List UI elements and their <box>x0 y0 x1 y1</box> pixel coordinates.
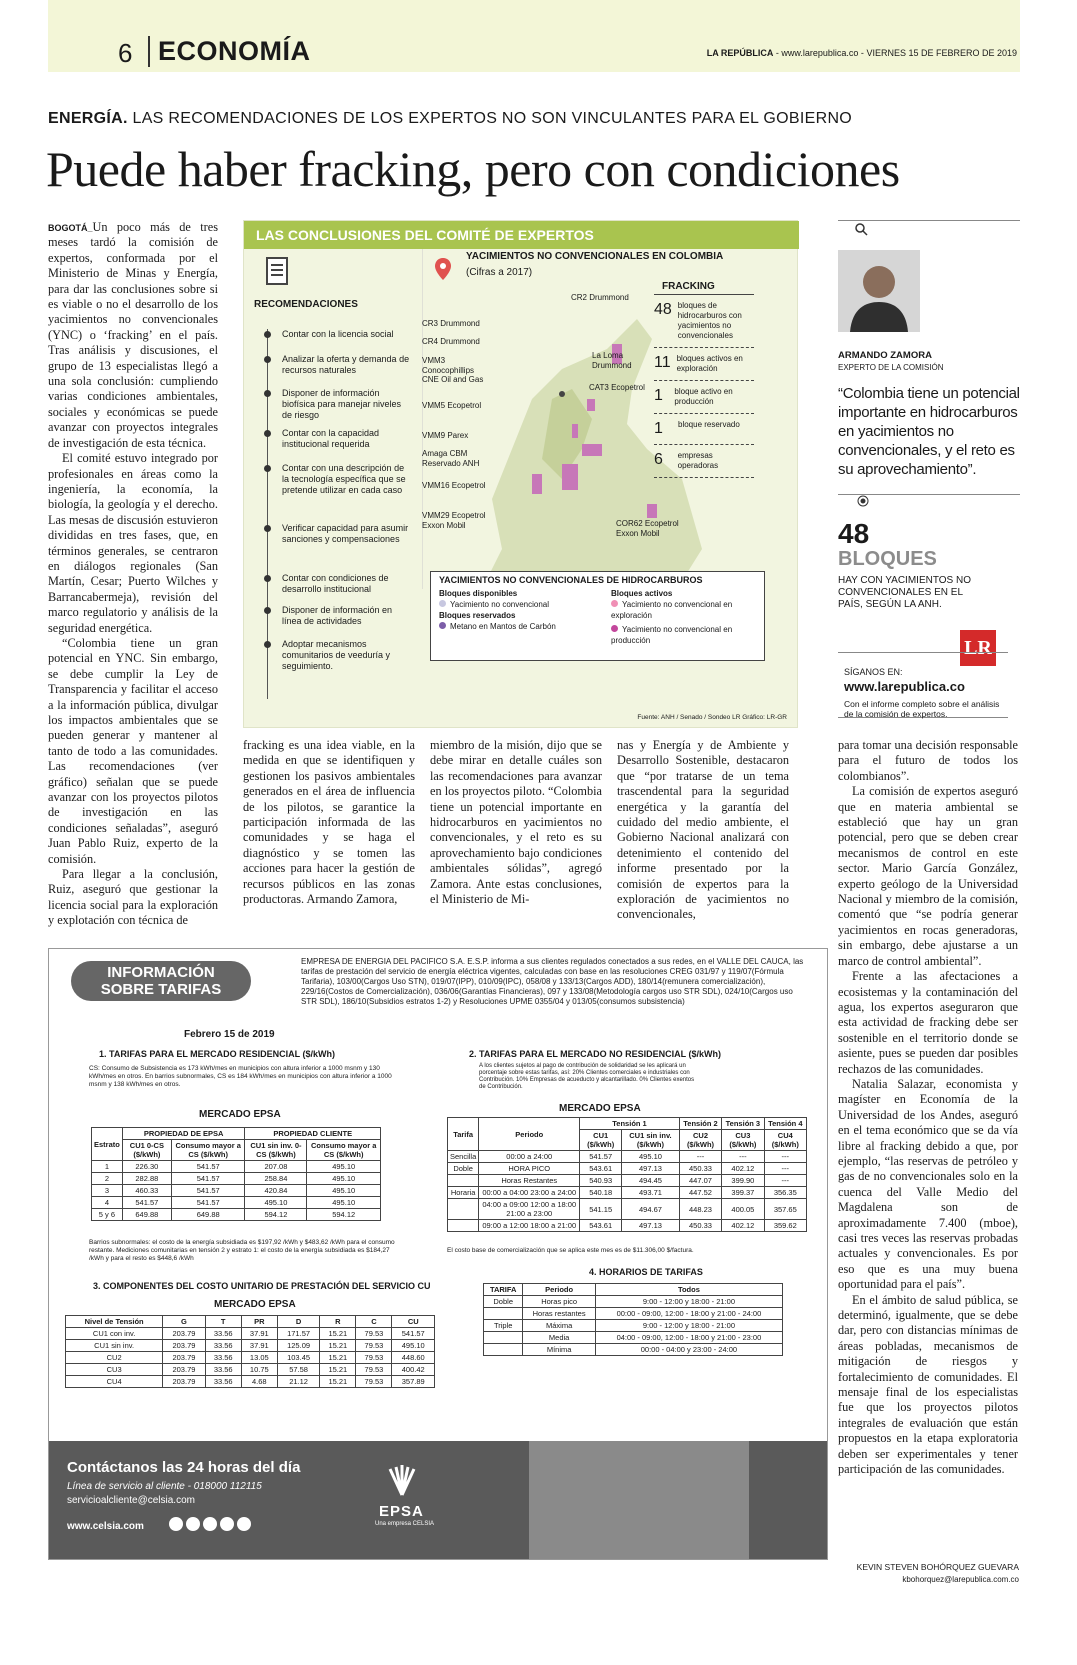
table-cell: 543.61 <box>580 1163 622 1175</box>
article-column-4: nas y Energía y de Ambiente y Desarrollo Sostenible, destacaron que “por tratarse de un tema trascendental para la seguridad energética y la garantía del cuidado del medio ambiente, el Gobierno Nacional analizará con detenimiento el contenido del informe presentado por la comisión de expertos para la exploración de yacimientos no convencionales, <box>617 738 789 922</box>
search-rule <box>838 220 1020 236</box>
table-header: Nivel de Tensión <box>66 1316 163 1328</box>
table-cell: Doble <box>484 1296 523 1308</box>
timeline-dot <box>264 356 271 363</box>
table1-market: MERCADO EPSA <box>199 1109 281 1120</box>
table-cell: Mínima <box>523 1344 595 1356</box>
map-legend <box>430 571 765 661</box>
contact-banner <box>49 1441 827 1559</box>
fracking-text: bloques activos en exploración <box>676 354 743 373</box>
recommendation-item: Contar con condiciones de desarrollo institucional <box>282 573 389 594</box>
contact-phone[interactable]: Línea de servicio al cliente - 018000 112115 <box>67 1481 262 1492</box>
table-cell: --- <box>679 1151 721 1163</box>
table3-title: 3. COMPONENTES DEL COSTO UNITARIO DE PRESTACIÓN DEL SERVICIO CU <box>93 1281 431 1291</box>
table-cell: 447.52 <box>679 1187 721 1199</box>
tariff-advertisement <box>48 948 828 1560</box>
timeline-dot <box>264 641 271 648</box>
table-cell: 4.68 <box>241 1376 277 1388</box>
map-label: VMM29 Ecopetrol Exxon Mobil <box>422 511 486 530</box>
fracking-number: 1 <box>654 387 663 404</box>
stat-word: BLOQUES <box>838 548 937 570</box>
table-header: C <box>356 1316 392 1328</box>
table-cell: 79.53 <box>356 1328 392 1340</box>
table-header: D <box>277 1316 319 1328</box>
table-cell: 493.71 <box>622 1187 680 1199</box>
table-cell: 420.84 <box>245 1185 307 1197</box>
timeline-dot <box>264 331 271 338</box>
table-header: G <box>163 1316 205 1328</box>
table-cell <box>448 1175 479 1187</box>
table-row <box>66 1340 435 1352</box>
table-cell: 103.45 <box>277 1352 319 1364</box>
stat-text: HAY CON YACIMIENTOS NO CONVENCIONALES EN EL PAÍS, SEGÚN LA ANH. <box>838 575 971 610</box>
legend-item: Metano en Mantos de Carbón <box>439 621 599 632</box>
table-row <box>484 1344 783 1356</box>
table-cell: 448.60 <box>392 1352 435 1364</box>
table-cell: 497.13 <box>622 1163 680 1175</box>
table-header: Periodo <box>523 1284 595 1296</box>
table-row <box>484 1320 783 1332</box>
recommendation-item: Contar con una descripción de la tecnología específica que se pretende utilizar en cada caso <box>282 463 406 495</box>
linkedin-icon[interactable] <box>220 1517 234 1531</box>
search-icon[interactable] <box>852 221 872 237</box>
article-kicker <box>48 110 852 128</box>
map-label: VMM3 Conocophillips CNE Oil and Gas <box>422 356 484 384</box>
table-cell: 495.10 <box>307 1197 381 1209</box>
table-cell: 00:00 a 24:00 <box>479 1151 580 1163</box>
fracking-number: 11 <box>654 354 671 371</box>
legend-item: Yacimiento no convencional en producción <box>611 625 733 645</box>
timeline-dot <box>264 575 271 582</box>
table-cell: 3 <box>92 1185 123 1197</box>
table-row <box>66 1352 435 1364</box>
dateline: BOGOTÁ_ <box>48 223 93 233</box>
table-cell: 79.53 <box>356 1340 392 1352</box>
table2-market: MERCADO EPSA <box>559 1103 641 1114</box>
paragraph: Un poco más de tres meses tardó la comisión de expertos, conformada por el Ministerio de Minas y Energía, para dar las conclusiones sobre si es viable o no el desarrollo de los yacimientos no convencionales (YNC) o ‘fracking’ en el país. Tras análisis y discusiones, el grupo de 13 especialistas llegó a una sola conclusión: cumpliendo varias condiciones ambientales, sociales y económicas se puede avanzar con proyectos integrales de investigación de esta técnica. <box>48 220 218 450</box>
follow-label: SÍGANOS EN: <box>844 667 903 677</box>
table-cell: 226.30 <box>122 1161 171 1173</box>
table-cell: 400.05 <box>722 1199 764 1220</box>
table-cell: 649.88 <box>122 1209 171 1221</box>
portrait-image <box>838 250 920 332</box>
table-row <box>92 1209 381 1221</box>
timeline-dot <box>264 390 271 397</box>
epsa-logo-icon <box>384 1463 420 1497</box>
table-row <box>66 1376 435 1388</box>
article-column-1 <box>48 220 218 929</box>
table-cell: 594.12 <box>245 1209 307 1221</box>
table-header: TARIFA <box>484 1284 523 1296</box>
article-column-3: miembro de la misión, dijo que se debe mirar en detalle cuáles son las recomendaciones para avanzar en los proyectos piloto. “Colombia tiene un potencial importante en hidrocarburos en yacimientos no convencionales, y el reto es su aprovechamiento bajo condiciones ambientales sólidas”, agregó Zamora. Ante estas conclusiones, el Ministerio de Mi- <box>430 738 602 907</box>
infographic-title: LAS CONCLUSIONES DEL COMITÉ DE EXPERTOS <box>244 221 799 249</box>
table-header: CU <box>392 1316 435 1328</box>
family-photo <box>529 1441 749 1559</box>
fracking-title: FRACKING <box>654 279 754 295</box>
table-cell: 399.37 <box>722 1187 764 1199</box>
paragraph: Para llegar a la conclusión, Ruiz, aseguró que gestionar la licencia social para la exploración y explotación con técnica de <box>48 867 218 928</box>
table-header: Todos <box>595 1284 782 1296</box>
social-icons <box>169 1517 251 1536</box>
table-cell: 495.10 <box>307 1161 381 1173</box>
table-cell: 10.75 <box>241 1364 277 1376</box>
table-cell: Horas Restantes <box>479 1175 580 1187</box>
quote-rule <box>838 494 1020 506</box>
recommendation-item: Verificar capacidad para asumir sanciones y compensaciones <box>282 523 409 544</box>
table-row <box>448 1151 807 1163</box>
brand-name: EPSA <box>379 1503 424 1520</box>
fracking-item <box>654 414 754 445</box>
table-cell: 357.89 <box>392 1376 435 1388</box>
table2-footnote: El costo base de comercialización que se aplica este mes es de $11.306,00 $/factura. <box>447 1247 694 1254</box>
brand-sub: Una empresa CELSIA <box>375 1521 435 1527</box>
table-cell: 15.21 <box>320 1340 356 1352</box>
table-cell: 402.12 <box>722 1220 764 1232</box>
twitter-icon[interactable] <box>203 1517 217 1531</box>
infographic <box>243 220 798 728</box>
recommendation-item: Contar con la capacidad institucional requerida <box>282 428 380 449</box>
table-cell: 13.05 <box>241 1352 277 1364</box>
contact-email[interactable]: servicioalcliente@celsia.com <box>67 1495 195 1506</box>
table-cell <box>448 1199 479 1220</box>
table-cell <box>484 1332 523 1344</box>
recommendation-item: Contar con la licencia social <box>282 329 394 339</box>
table-cell: 495.10 <box>622 1151 680 1163</box>
table-row <box>92 1173 381 1185</box>
table-row <box>92 1161 381 1173</box>
table-cell: 125.09 <box>277 1340 319 1352</box>
table-cell: 33.56 <box>205 1328 241 1340</box>
table-cell: 258.84 <box>245 1173 307 1185</box>
legend-reserved: Bloques reservados <box>439 611 516 620</box>
article-headline: Puede haber fracking, pero con condiciones <box>46 141 900 197</box>
table-header: R <box>320 1316 356 1328</box>
fracking-item <box>654 445 754 478</box>
table-cell: 357.65 <box>764 1199 806 1220</box>
table-cell: 495.10 <box>245 1197 307 1209</box>
table-cell <box>484 1344 523 1356</box>
byline-email[interactable]: kbohorquez@larepublica.com.co <box>902 1575 1019 1584</box>
table-cell: 21.12 <box>277 1376 319 1388</box>
table-cell: 497.13 <box>622 1220 680 1232</box>
table-cell: 4 <box>92 1197 123 1209</box>
table-cell: 04:00 a 09:00 12:00 a 18:00 21:00 a 23:00 <box>479 1199 580 1220</box>
table-row <box>92 1197 381 1209</box>
recommendations-title: RECOMENDACIONES <box>254 299 358 310</box>
legend-active: Bloques activos <box>611 589 673 598</box>
table-row <box>484 1332 783 1344</box>
table-cell: 15.21 <box>320 1328 356 1340</box>
table-cell: 203.79 <box>163 1364 205 1376</box>
map-label: CR4 Drummond <box>422 337 480 346</box>
nonresidential-table: Tarifa Periodo Tensión 1 Tensión 2 Tensión 3 Tensión 4 CU1 ($/kWh) CU1 sin inv. ($/kWh) CU2 ($/kWh) CU3 ($/kWh) CU4 ($/kWh) Sencilla 00:00 a 24:00 541.57 495.10 --- --- --- Doble HORA PICO 543.61 497.13 450.33 402.12 --- Horas Restantes 540.93 494.45 447.07 399.90 --- Horaria 00:00 a 04:00 23:00 a 24:00 540.18 493.71 447.52 399.37 356.35 04:00 a 09:00 12:00 a 18:00 21:00 a 23:00 541.15 494.67 448.23 400.05 357.65 09:00 a 12:00 18:00 a 21:00 543.61 497.13 450.33 402.12 359.62 <box>447 1117 807 1232</box>
table-cell: 57.58 <box>277 1364 319 1376</box>
table-cell: 359.62 <box>764 1220 806 1232</box>
table-cell: Máxima <box>523 1320 595 1332</box>
table-cell: 33.56 <box>205 1364 241 1376</box>
table-cell: 33.56 <box>205 1376 241 1388</box>
paragraph: El comité estuvo integrado por profesionales en áreas como la ingeniería, la economía, la biología, la geología y el derecho. Las mesas de discusión estuvieron divididas en tres fases, que, en términos generales, se centraron en diálogos regionales (San Martín, Cesar; Puerto Wilches y Barrancabermeja), revisión del marco regulatorio y análisis de la seguridad energética. <box>48 451 218 635</box>
follow-box <box>838 652 1008 718</box>
table-cell: 171.57 <box>277 1328 319 1340</box>
table-cell: 15.21 <box>320 1352 356 1364</box>
ad-date: Febrero 15 de 2019 <box>184 1029 275 1040</box>
table-cell: CU3 <box>66 1364 163 1376</box>
publication-date: VIERNES 15 DE FEBRERO DE 2019 <box>866 48 1017 58</box>
table-cell: 203.79 <box>163 1376 205 1388</box>
publication-website[interactable]: - www.larepublica.co - <box>773 48 867 58</box>
table-cell: 448.23 <box>679 1199 721 1220</box>
table-cell <box>448 1220 479 1232</box>
timeline-dot <box>264 525 271 532</box>
paragraph: para tomar una decisión responsable para el futuro de todos los colombianos”. <box>838 738 1018 783</box>
paragraph: En el ámbito de salud pública, se determinó, igualmente, que se debe dar, pero con distancias mínimas de áreas pobladas, mecanismos de mitigación de riesgos y fortalecimiento de comunidades. El mensaje final de los especialistas fue que los proyectos pilotos integrales de evaluación que están propuestos en la etapa exploratoria deben ser experimentales y tener participación de las comunidades. <box>838 1292 1018 1477</box>
table-cell: 494.45 <box>622 1175 680 1187</box>
table-cell: 450.33 <box>679 1163 721 1175</box>
table-cell: 2 <box>92 1173 123 1185</box>
target-icon <box>856 494 870 508</box>
residential-table: Estrato PROPIEDAD DE EPSA PROPIEDAD CLIENTE CU1 0-CS ($/kWh) Consumo mayor a CS ($/kWh) CU1 sin inv. 0-CS ($/kWh) Consumo mayor a CS ($/kWh) 1 226.30 541.57 207.08 495.10 2 282.88 541.57 258.84 495.10 3 460.33 541.57 420.84 495.10 4 541.57 541.57 495.10 495.10 5 y 6 649.88 649.88 594.12 594.12 <box>91 1127 381 1221</box>
masthead <box>707 48 1017 58</box>
recommendation-item: Disponer de información biofísica para manejar niveles de riesgo <box>282 388 402 420</box>
map-subtitle: (Cifras a 2017) <box>466 267 533 278</box>
table-header: PR <box>241 1316 277 1328</box>
table-cell: 79.53 <box>356 1352 392 1364</box>
publication-name: LA REPÚBLICA <box>706 48 774 58</box>
table-cell: 543.61 <box>580 1220 622 1232</box>
table-cell: --- <box>764 1163 806 1175</box>
table-cell: 33.56 <box>205 1340 241 1352</box>
map-label: CR2 Drummond <box>571 293 629 302</box>
fracking-text: empresas operadoras <box>677 451 719 470</box>
table4-title: 4. HORARIOS DE TARIFAS <box>589 1267 703 1277</box>
kicker-text: LAS RECOMENDACIONES DE LOS EXPERTOS NO SON VINCULANTES PARA EL GOBIERNO <box>127 110 853 127</box>
table-cell: 33.56 <box>205 1352 241 1364</box>
paragraph: “Colombia tiene un gran potencial en YNC. Sin embargo, se debe cumplir la Ley de Transparencia y facilitar el acceso a la información pública, divulgar los impactos ambientales que se pueden generar y mantener al tanto de todo a las comunidades. Las recomendaciones (ver gráfico) señalan que se puede avanzar con los proyectos pilotos de investigación en las condiciones señaladas”, aseguró Juan Pablo Ruiz, experto de la comisión. <box>48 635 218 866</box>
table-cell: 541.57 <box>171 1173 245 1185</box>
table-cell: 494.67 <box>622 1199 680 1220</box>
legend-item: Yacimiento no convencional <box>439 599 599 610</box>
cost-components-table <box>65 1315 435 1388</box>
recommendation-item: Disponer de información en línea de actividades <box>282 605 393 626</box>
stat-number: 48 <box>838 518 870 549</box>
map-label: COR62 Ecopetrol Exxon Mobil <box>616 519 679 538</box>
table-row <box>448 1187 807 1199</box>
table-cell: 356.35 <box>764 1187 806 1199</box>
table-cell: Horas restantes <box>523 1308 595 1320</box>
contact-title: Contáctanos las 24 horas del día <box>67 1459 301 1476</box>
table1-title: 1. TARIFAS PARA EL MERCADO RESIDENCIAL ($/kWh) <box>99 1049 336 1059</box>
avatar <box>838 250 920 332</box>
table-cell: --- <box>764 1175 806 1187</box>
table-cell: HORA PICO <box>479 1163 580 1175</box>
fracking-text: bloque reservado <box>678 420 740 429</box>
table-cell: --- <box>764 1151 806 1163</box>
contact-website[interactable]: www.celsia.com <box>67 1521 144 1532</box>
table-cell: 15.21 <box>320 1364 356 1376</box>
fracking-text: bloque activo en producción <box>674 387 733 406</box>
table1-note: CS: Consumo de Subsistencia es 173 kWh/mes en municipios con altura inferior a 1000 msnm y 130 kWh/mes en otros. En barrios subnormales, CS es 184 kWh/mes en municipios con altura inferior a 1000 msnm y 138 kWh/mes en otros. <box>89 1065 392 1088</box>
table-cell: 400.42 <box>392 1364 435 1376</box>
paragraph: Frente a las afectaciones a ecosistemas y la contaminación del agua, los expertos aseguraron que esta actividad de fracking debe ser sostenible en el territorio donde se asiente, pues se pueden dar posibles rechazos de las comunidades. <box>838 969 1018 1076</box>
table-cell <box>484 1308 523 1320</box>
timeline-dot <box>264 607 271 614</box>
table-cell: 402.12 <box>722 1163 764 1175</box>
table-cell: 541.57 <box>171 1161 245 1173</box>
paragraph: Natalia Salazar, economista y magíster en Economía de la Universidad de los Andes, aseguró en el tema económico que se da vía libre al fracking debido a que, por ejemplo, “las reservas de petróleo y gas de no convencionales solo en la cuenca del Valle Medio del Magdalena son de aproximadamente 7.400 (mboe), casi tres veces las reservas probadas actuales y convencionales. Es por eso que es una muy buena oportunidad para el país”. <box>838 1076 1018 1292</box>
table-cell: Sencilla <box>448 1151 479 1163</box>
map-label: Amaga CBM Reservado ANH <box>422 449 480 468</box>
table3-market: MERCADO EPSA <box>214 1299 296 1310</box>
legend-item: Yacimiento no convencional en exploración <box>611 600 733 620</box>
table-cell: CU2 <box>66 1352 163 1364</box>
map-label: La Loma Drummond <box>592 351 632 370</box>
table-cell: 541.57 <box>580 1151 622 1163</box>
table-cell: 00:00 - 04:00 y 23:00 - 24:00 <box>595 1344 782 1356</box>
table-cell: 207.08 <box>245 1161 307 1173</box>
table-cell: Horaria <box>448 1187 479 1199</box>
table-cell: 541.57 <box>171 1197 245 1209</box>
fracking-item <box>654 295 754 348</box>
table-cell: CU1 sin inv. <box>66 1340 163 1352</box>
map-label: VMM16 Ecopetrol <box>422 481 486 490</box>
table-cell: 04:00 - 09:00, 12:00 - 18:00 y 21:00 - 23:00 <box>595 1332 782 1344</box>
map-title: YACIMIENTOS NO CONVENCIONALES EN COLOMBIA <box>466 251 724 262</box>
table-cell: 09:00 a 12:00 18:00 a 21:00 <box>479 1220 580 1232</box>
map-label: CR3 Drummond <box>422 319 480 328</box>
article-column-5 <box>838 738 1018 1478</box>
table-cell: 282.88 <box>122 1173 171 1185</box>
article-column-2: fracking es una idea viable, en la medida en que se identifiquen y gestionen los pasivos ambientales generados en el área de influencia de los pilotos, se garantice la participación informada de las comunidades y se haga el diagnóstico y se tomen las acciones para hacer la gestión de recursos públicos en las zonas productoras. Armando Zamora, <box>243 738 415 907</box>
byline: KEVIN STEVEN BOHÓRQUEZ GUEVARA <box>856 1562 1019 1572</box>
table-cell: --- <box>722 1151 764 1163</box>
map-label: VMM9 Parex <box>422 431 469 440</box>
tariff-schedule-table <box>483 1283 783 1356</box>
table-cell: 649.88 <box>171 1209 245 1221</box>
fracking-text: bloques de hidrocarburos con yacimientos no convencionales <box>677 301 742 340</box>
table-row <box>448 1220 807 1232</box>
timeline-dot <box>264 465 271 472</box>
table-cell: 203.79 <box>163 1340 205 1352</box>
table2-note: A los clientes sujetos al pago de contribución de solidaridad se les aplicará un porcentaje sobre estas tarifas, así: 20% Clientes comerciales e industriales con Contribución. 10% Empresas de acueducto y alcantarillado. 0% Clientes exentos de Contribución. <box>479 1063 695 1090</box>
fracking-item <box>654 381 754 414</box>
kicker-topic: ENERGÍA. <box>48 110 128 127</box>
table-cell: 541.57 <box>392 1328 435 1340</box>
table1-footnote: Barrios subnormales: el costo de la energía subsidiada es $197,92 /kWh y $483,62 /kWh para el consumo restante. Mediciones comunitarias en tensión 2 y estrato 1: el costo de la energía subsidiada es $184,27 /kWh y para el resto es $448,6 /kWh <box>89 1239 395 1262</box>
table-cell: 5 y 6 <box>92 1209 123 1221</box>
table-cell: 79.53 <box>356 1364 392 1376</box>
table-cell: 541.57 <box>122 1197 171 1209</box>
table-cell: 594.12 <box>307 1209 381 1221</box>
map-label: CAT3 Ecopetrol <box>589 383 645 392</box>
table-cell: 203.79 <box>163 1328 205 1340</box>
table-cell: Triple <box>484 1320 523 1332</box>
table-row <box>484 1308 783 1320</box>
table-cell: Doble <box>448 1163 479 1175</box>
table-row <box>448 1199 807 1220</box>
table-cell: 495.10 <box>307 1185 381 1197</box>
table-cell: 460.33 <box>122 1185 171 1197</box>
follow-text: Con el informe completo sobre el análisis de la comisión de expertos. <box>844 699 1000 719</box>
source-role: EXPERTO DE LA COMISIÓN <box>838 363 944 372</box>
fracking-number: 6 <box>654 451 663 468</box>
table-cell: CU1 con inv. <box>66 1328 163 1340</box>
fracking-stats <box>654 279 769 519</box>
table-cell: 495.10 <box>392 1340 435 1352</box>
instagram-icon[interactable] <box>237 1517 251 1531</box>
table-row <box>484 1296 783 1308</box>
source-name: ARMANDO ZAMORA <box>838 350 932 361</box>
table-cell: 399.90 <box>722 1175 764 1187</box>
facebook-icon[interactable] <box>186 1517 200 1531</box>
page-number: 6 <box>118 38 133 68</box>
infographic-source: Fuente: ANH / Senado / Sondeo LR Gráfico: LR-GR <box>637 714 787 721</box>
table-cell: 00:00 a 04:00 23:00 a 24:00 <box>479 1187 580 1199</box>
section-title: ECONOMÍA <box>148 36 311 67</box>
table-cell: Media <box>523 1332 595 1344</box>
table-cell: CU4 <box>66 1376 163 1388</box>
table-cell: 37.91 <box>241 1328 277 1340</box>
ad-intro: EMPRESA DE ENERGIA DEL PACIFICO S.A. E.S.P. informa a sus clientes regulados conectados a sus redes, en el VALLE DEL CAUCA, las tarifas de prestación del servicio de energía eléctrica vigentes, calculadas con base en las resoluciones CREG 031/97 y 119/07(Fórmula Tarifaria), 103/00(Cargos Uso STN), 019/07(IPP), 010/09(IPC), 058/08 y 133/13(Cargos ADD), 180/14(remunera comercialización), 229/16(Costos de Comercialización), 036/06(Garantías Financieras), 097 y 133/08(Metodología cargos uso STR SDL), 024/10(Cargos uso STR SDL), 186/10(Subsidios estratos 1-2) y Resoluciones UPME 0355/04 y 013/05(consumos subsistencia) <box>301 957 804 1006</box>
table-row <box>448 1163 807 1175</box>
table-cell: 9:00 - 12:00 y 18:00 - 21:00 <box>595 1296 782 1308</box>
legend-available: Bloques disponibles <box>439 589 518 598</box>
paragraph: La comisión de expertos aseguró que en materia ambiental se estableció que hay un gran potencial, pero que se deben crear mecanismos de control en este sector. Mario García González, experto geólogo de la Universidad Nacional y miembro de la comisión, comentó que “se podría generar yacimientos en rocas generadoras, sin embargo, debe ajustarse a un marco de control ambiental”. <box>838 784 1018 968</box>
table-cell: 541.15 <box>580 1199 622 1220</box>
table-row <box>66 1364 435 1376</box>
table-cell: 541.57 <box>171 1185 245 1197</box>
pull-quote: “Colombia tiene un potencial importante en hidrocarburos en yacimientos no convencionales, y el reto es su aprovechamiento”. <box>838 385 1020 478</box>
fracking-list <box>654 295 769 478</box>
table-cell: 540.18 <box>580 1187 622 1199</box>
table-cell: 37.91 <box>241 1340 277 1352</box>
table-cell: 00:00 - 09:00, 12:00 - 18:00 y 21:00 - 24:00 <box>595 1308 782 1320</box>
table-row <box>66 1328 435 1340</box>
timeline-dot <box>264 430 271 437</box>
table-cell: 447.07 <box>679 1175 721 1187</box>
table-cell: 450.33 <box>679 1220 721 1232</box>
legend-title: YACIMIENTOS NO CONVENCIONALES DE HIDROCARBUROS <box>439 575 703 585</box>
table-row <box>448 1175 807 1187</box>
table-row <box>92 1185 381 1197</box>
table-cell: 203.79 <box>163 1352 205 1364</box>
fracking-number: 1 <box>654 420 663 437</box>
recommendation-item: Adoptar mecanismos comunitarios de veeduría y seguimiento. <box>282 639 391 671</box>
youtube-icon[interactable] <box>169 1517 183 1531</box>
table-cell: 79.53 <box>356 1376 392 1388</box>
recommendation-item: Analizar la oferta y demanda de recursos naturales <box>282 354 410 375</box>
table2-title: 2. TARIFAS PARA EL MERCADO NO RESIDENCIAL ($/kWh) <box>469 1049 722 1059</box>
table-cell: Horas pico <box>523 1296 595 1308</box>
table-cell: 1 <box>92 1161 123 1173</box>
table-cell: 9:00 - 12:00 y 18:00 - 21:00 <box>595 1320 782 1332</box>
map-label: VMM5 Ecopetrol <box>422 401 482 410</box>
info-badge: INFORMACIÓN SOBRE TARIFAS <box>71 961 251 1001</box>
lr-logo: LR <box>960 630 996 666</box>
table-header: T <box>205 1316 241 1328</box>
fracking-number: 48 <box>654 301 672 318</box>
follow-link[interactable]: www.larepublica.co <box>844 679 965 694</box>
table-cell: 495.10 <box>307 1173 381 1185</box>
location-pin-icon <box>434 257 452 281</box>
table-cell: 540.93 <box>580 1175 622 1187</box>
fracking-item <box>654 348 754 381</box>
document-icon <box>266 257 288 285</box>
table-cell: 15.21 <box>320 1376 356 1388</box>
